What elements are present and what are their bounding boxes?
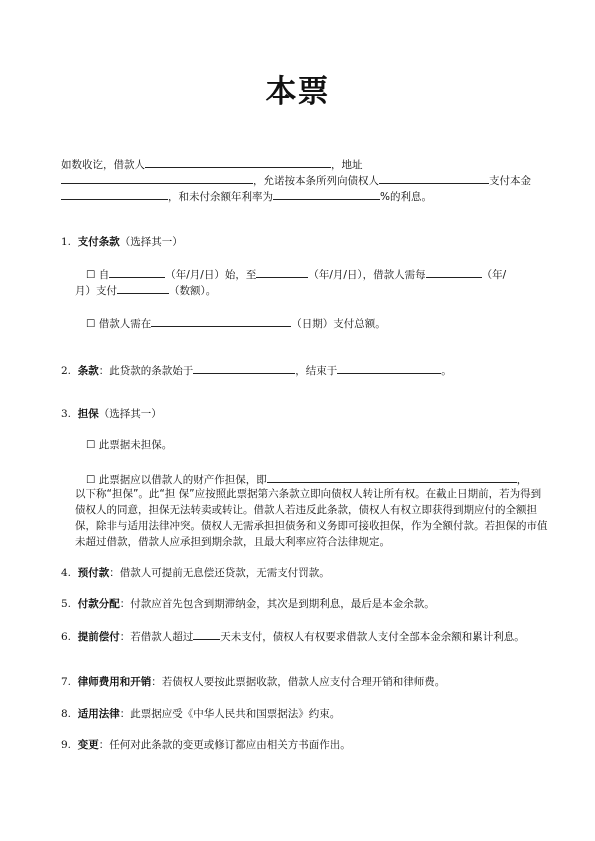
checkbox-installments[interactable]: ☐	[86, 269, 96, 281]
section-5	[61, 596, 435, 612]
option-1-text-amount: （数额）。	[169, 285, 217, 297]
collateral-description-blank[interactable]	[267, 470, 517, 483]
section-6-text-over: ：若借款人超过	[119, 631, 194, 643]
term-end-blank[interactable]	[337, 361, 441, 374]
section-8-text: ：此票据应受《中华人民共和国票据法》约束。	[119, 708, 341, 720]
days-late-blank[interactable]	[193, 627, 220, 640]
section-3-note: （选择其一）	[98, 408, 162, 420]
address-blank[interactable]	[61, 171, 253, 184]
section-1-title: 支付条款	[77, 236, 120, 248]
option-1-text-to: （年/月/日）始，至	[165, 269, 257, 281]
section-9-number: 9.	[61, 739, 72, 751]
section-3-title: 担保	[77, 408, 99, 420]
intro-text-address: ，地址	[331, 159, 363, 171]
section-2	[61, 361, 452, 379]
payment-option-2	[86, 314, 386, 332]
document-title: 本票	[265, 74, 330, 110]
section-3-heading	[61, 406, 162, 422]
section-1-heading	[61, 234, 183, 250]
section-6-text-rest: 天未支付，债权人有权要求借款人支付全部本金余额和累计利息。	[220, 631, 525, 643]
payment-option-1-line-2	[75, 281, 216, 299]
option-2-text-due: 借款人需在	[98, 318, 152, 330]
section-1-number: 1.	[61, 236, 72, 248]
secured-text-collateral: 此票据应以借款人的财产作担保，即	[98, 474, 267, 486]
security-paragraph: 以下称“担保”。此“担 保”应按照此票据第六条款立即向债权人转让所有权。在截止日期前，若为得到债权人的同意，担保无法转卖或转让。借款人若违反此条款，债权人有权立即获得到期应付的全额担保，除非与适用法律冲突。债权人无需承担担债务和义务即可接收担保，作为全额付款。若担保的市值未超过借款，借款人应承担到期余款，且最大利率应符合法律规定。	[75, 488, 548, 548]
section-1-note: （选择其一）	[119, 236, 183, 248]
section-7-number: 7.	[61, 676, 72, 688]
option-1-text-period-unit: （年/	[481, 269, 507, 281]
intro-text-principal: 支付本金	[489, 175, 531, 187]
section-2-title: 条款	[77, 365, 99, 377]
section-4-title: 预付款	[77, 567, 110, 579]
unsecured-text: 此票据未担保。	[98, 439, 173, 451]
lender-name-blank[interactable]	[379, 171, 489, 184]
intro-text-borrower: 如数收讫，借款人	[61, 159, 145, 171]
intro-text-lender: ，允诺按本条所列向债权人	[253, 175, 379, 187]
section-3-number: 3.	[61, 408, 72, 420]
section-4-text: ：借款人可提前无息偿还贷款，无需支付罚款。	[109, 567, 330, 579]
term-start-blank[interactable]	[193, 361, 295, 374]
interest-rate-blank[interactable]	[273, 187, 380, 200]
section-6-title: 提前偿付	[77, 631, 120, 643]
security-option-unsecured	[86, 437, 172, 453]
secured-text-comma: ，	[516, 474, 528, 486]
section-6	[61, 627, 551, 645]
principal-amount-blank[interactable]	[61, 187, 168, 200]
section-8	[61, 706, 340, 722]
section-2-text-period: 。	[441, 365, 452, 377]
section-7	[61, 674, 445, 690]
checkbox-lump-sum[interactable]: ☐	[86, 318, 96, 330]
period-blank[interactable]	[426, 265, 482, 278]
intro-text-rate: ，和未付余额年利率为	[168, 191, 273, 203]
section-5-title: 付款分配	[77, 598, 120, 610]
section-9-title: 变更	[77, 739, 99, 751]
lump-sum-date-blank[interactable]	[151, 314, 291, 327]
borrower-name-blank[interactable]	[145, 155, 331, 168]
option-2-text-total: （日期）支付总额。	[291, 318, 386, 330]
section-6-number: 6.	[61, 631, 72, 643]
intro-line-3	[61, 187, 432, 205]
installment-amount-blank[interactable]	[117, 281, 169, 294]
end-date-blank[interactable]	[256, 265, 308, 278]
start-date-blank[interactable]	[109, 265, 165, 278]
option-1-text-from: 自	[98, 269, 110, 281]
section-2-text-start: ：此贷款的条款始于	[98, 365, 194, 377]
section-8-number: 8.	[61, 708, 72, 720]
checkbox-secured[interactable]: ☐	[86, 474, 96, 486]
section-7-text: ：若债权人要按此票据收款，借款人应支付合理开销和律师费。	[151, 676, 446, 688]
section-9	[61, 737, 351, 753]
section-5-number: 5.	[61, 598, 72, 610]
option-1-text-every: （年/月/日），借款人需每	[308, 269, 426, 281]
option-1-text-pay: 月）支付	[75, 285, 117, 297]
section-2-number: 2.	[61, 365, 72, 377]
checkbox-unsecured[interactable]: ☐	[86, 439, 96, 451]
section-5-text: ：付款应首先包含到期滞纳金，其次是到期利息，最后是本金余款。	[119, 598, 435, 610]
section-4-number: 4.	[61, 567, 72, 579]
section-4	[61, 565, 330, 581]
intro-text-interest: %的利息。	[380, 191, 432, 203]
section-8-title: 适用法律	[77, 708, 120, 720]
section-9-text: ：任何对此条款的变更或修订都应由相关方书面作出。	[98, 739, 351, 751]
section-2-text-end: ，结束于	[295, 365, 338, 377]
section-7-title: 律师费用和开销	[77, 676, 152, 688]
